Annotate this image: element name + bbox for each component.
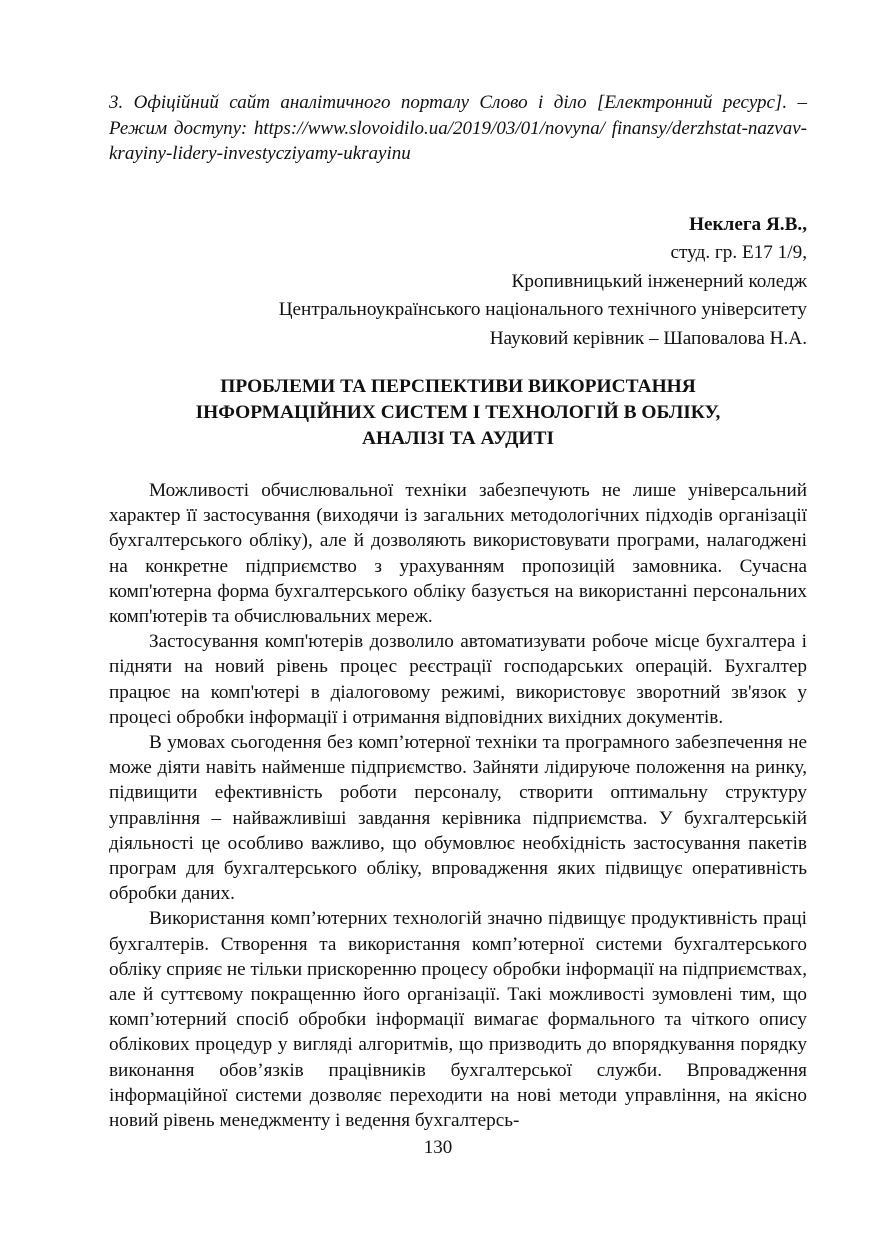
author-university: Центральноукраїнського національного технічного університету (278, 299, 807, 320)
body-paragraph: Використання комп’ютерних технологій значно підвищує продуктивність праці бухгалтерів. Створення та використання комп’ютерної системи бухгалтерського обліку сприяє не тільки прискоренню процесу обробки інформації на підприємствах, але й суттєвому покращенню його організації. Такі можливості зумовлені тим, що комп’ютерний спосіб обробки інформації вимагає формального та чіткого опису облікових процедур у вигляді алгоритмів, що призводить до впорядкування порядку виконання обов’язків працівників бухгалтерської служби. Впровадження інформаційної системи дозволяє переходити на нові методи управління, на якісно новий рівень менеджменту і ведення бухгалтерсь- (109, 908, 807, 1132)
title-line: ПРОБЛЕМИ ТА ПЕРСПЕКТИВИ ВИКОРИСТАННЯ (220, 376, 696, 397)
author-college: Кропивницький інженерний коледж (511, 270, 807, 292)
title-line: ІНФОРМАЦІЙНИХ СИСТЕМ І ТЕХНОЛОГІЙ В ОБЛІКУ, (195, 402, 721, 423)
title-line: АНАЛІЗІ ТА АУДИТІ (361, 428, 554, 449)
body-paragraph: Застосування комп'ютерів дозволило автоматизувати робоче місце бухгалтера і підняти на новий рівень процес реєстрації господарських операцій. Бухгалтер працює на комп'ютері в діалоговому режимі, використовує зворотний зв'язок у процесі обробки інформації і отримання відповідних вихідних документів. (109, 631, 807, 728)
author-name: Неклега Я.В., (689, 213, 807, 235)
body-paragraph: В умовах сьогодення без комп’ютерної техніки та програмного забезпечення не може діяти навіть найменше підприємство. Зайняти лідируюче положення на ринку, підвищити ефективність роботи персоналу, створити оптимальну структуру управління – найважливіші завдання керівника підприємства. У бухгалтерській діяльності це особливо важливо, що обумовлює необхідність застосування пакетів програм для бухгалтерського обліку, впровадження яких підвищує оперативність обробки даних. (109, 732, 807, 905)
author-block (109, 211, 807, 354)
page-number: 130 (423, 1137, 453, 1158)
reference-entry: 3. Офіційний сайт аналітичного порталу Слово і діло [Електронний ресурс]. – Режим доступу: https://www.slovoidilo.ua/2019/03/01/novyna/ finansy/derzhstat-nazvav-krayiny-lidery-investycziyamy-ukrayinu (109, 92, 807, 164)
article-body (109, 478, 807, 1133)
author-group: студ. гр. Е17 1/9, (670, 242, 807, 263)
article-title (109, 374, 807, 452)
body-paragraph: Можливості обчислювальної техніки забезпечують не лише універсальний характер її застосування (виходячи із загальних методологічних підходів організації бухгалтерського обліку), але й дозволяють використовувати програми, налагоджені на конкретне підприємство з урахуванням пропозицій замовника. Сучасна комп'ютерна форма бухгалтерського обліку базується на використанні персональних комп'ютерів та обчислювальних мереж. (109, 480, 807, 628)
document-page (109, 90, 807, 1133)
author-supervisor: Науковий керівник – Шаповалова Н.А. (489, 327, 807, 349)
